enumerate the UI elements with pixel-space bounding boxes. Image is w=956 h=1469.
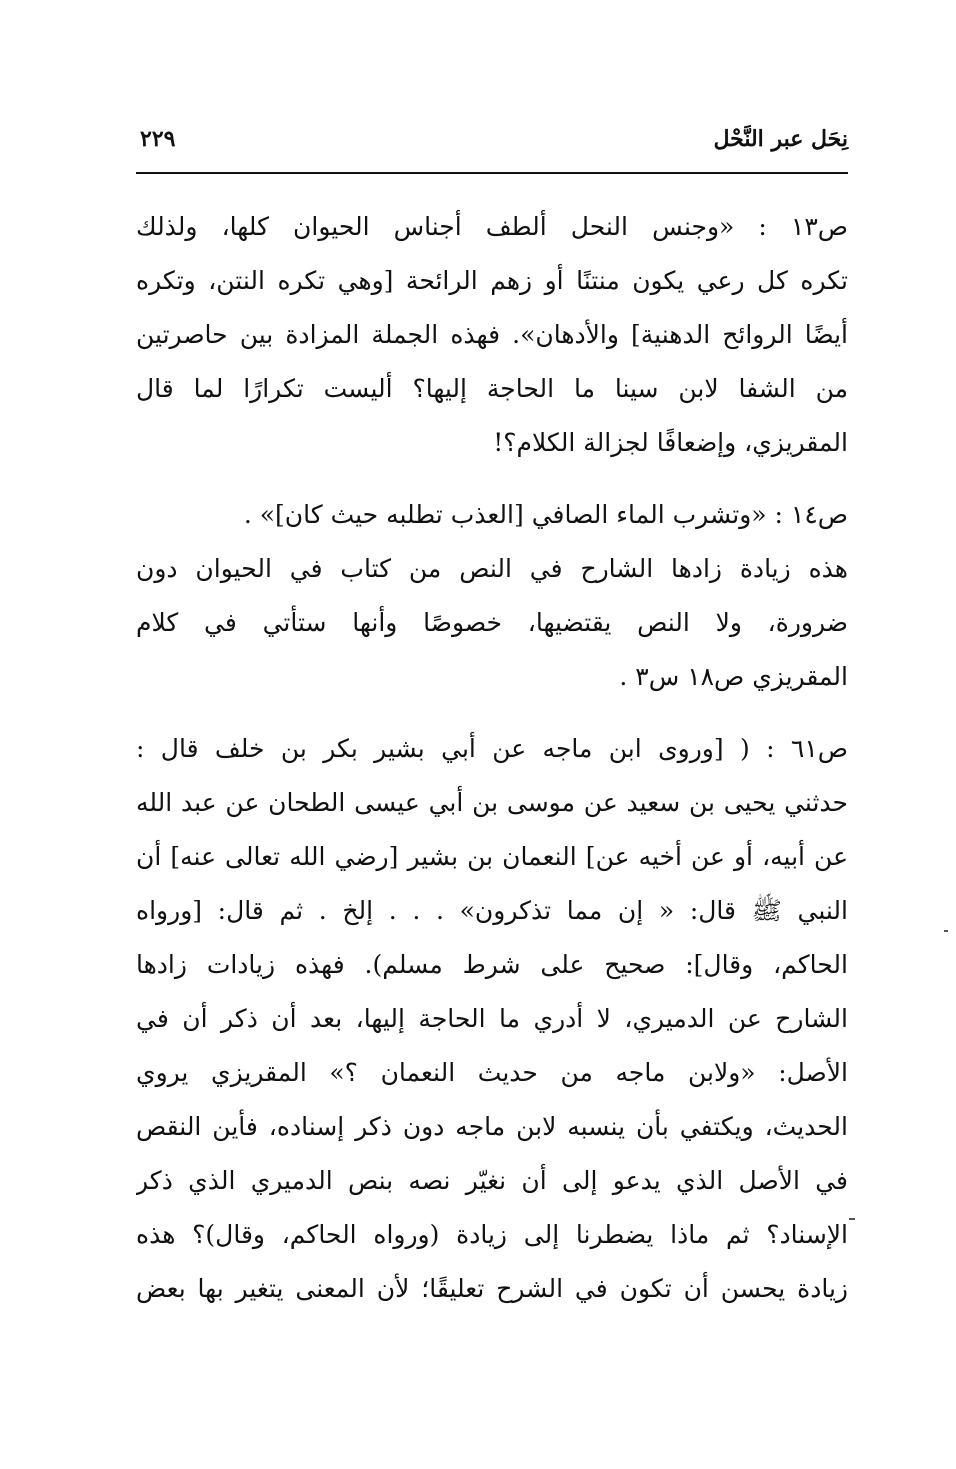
header-rule [136,172,848,174]
text-line: حدثني يحيى بن سعيد عن موسى بن أبي عيسى الطحان عن عبد الله [136,788,848,817]
paragraph-page-13 [136,200,848,470]
text-line: أيضًا الروائح الدهنية] والأدهان». فهذه الجملة المزادة بين حاصرتين [136,320,848,349]
text-line: الإسناد؟ ثم ماذا يضطرنا إلى زيادة (ورواه الحاكم، وقال)؟ هذه [136,1220,848,1249]
page-number: ٢٢٩ [140,126,176,152]
scan-speck [944,930,948,932]
running-title: نِحَل عبر النَّحْل [713,126,848,152]
text-line: ص١٤ : «وتشرب الماء الصافي [العذب تطلبه حيث كان]» . [243,500,848,529]
text-line: من الشفا لابن سينا ما الحاجة إليها؟ أليست تكرارًا لما قال [136,374,848,403]
paragraph-page-61 [136,722,848,1316]
text-line: المقريزي، وإضعافًا لجزالة الكلام؟! [493,428,848,457]
text-line: تكره كل رعي يكون منتنًا أو زهم الرائحة [وهي تكره النتن، وتكره [136,266,848,295]
text-line: ص٦١ : ( [وروى ابن ماجه عن أبي بشير بكر بن خلف قال : [136,734,848,763]
paragraph-page-14 [136,488,848,704]
text-line: ضرورة، ولا النص يقتضيها، خصوصًا وأنها ستأتي في كلام [136,608,848,637]
text-line: الأصل: «ولابن ماجه من حديث النعمان ؟» المقريزي يروي [136,1058,848,1087]
text-line: النبي ﷺ قال: « إن مما تذكرون» . . . إلخ . ثم قال: [ورواه [136,896,848,925]
page-header [132,118,848,166]
text-line: عن أبيه، أو عن أخيه عن] النعمان بن بشير [رضي الله تعالى عنه] أن [136,842,848,871]
text-line: زيادة يحسن أن تكون في الشرح تعليقًا؛ لأن المعنى يتغير بها بعض [136,1274,848,1303]
text-line: الحديث، ويكتفي بأن ينسبه لابن ماجه دون ذكر إسناده، فأين النقص [136,1112,848,1141]
text-line: الشارح عن الدميري، لا أدري ما الحاجة إليها، بعد أن ذكر أن في [136,1004,848,1033]
text-line: في الأصل الذي يدعو إلى أن نغيّر نصه بنص الدميري الذي ذكر [136,1166,848,1195]
text-line: ص١٣ : «وجنس النحل ألطف أجناس الحيوان كلها، ولذلك [136,212,848,241]
text-line: هذه زيادة زادها الشارح في النص من كتاب في الحيوان دون [136,554,848,583]
text-line: المقريزي ص١٨ س٣ . [619,662,848,691]
page-body [136,200,848,1334]
scan-speck [849,1218,855,1220]
text-line: الحاكم، وقال]: صحيح على شرط مسلم). فهذه زيادات زادها [136,950,848,979]
